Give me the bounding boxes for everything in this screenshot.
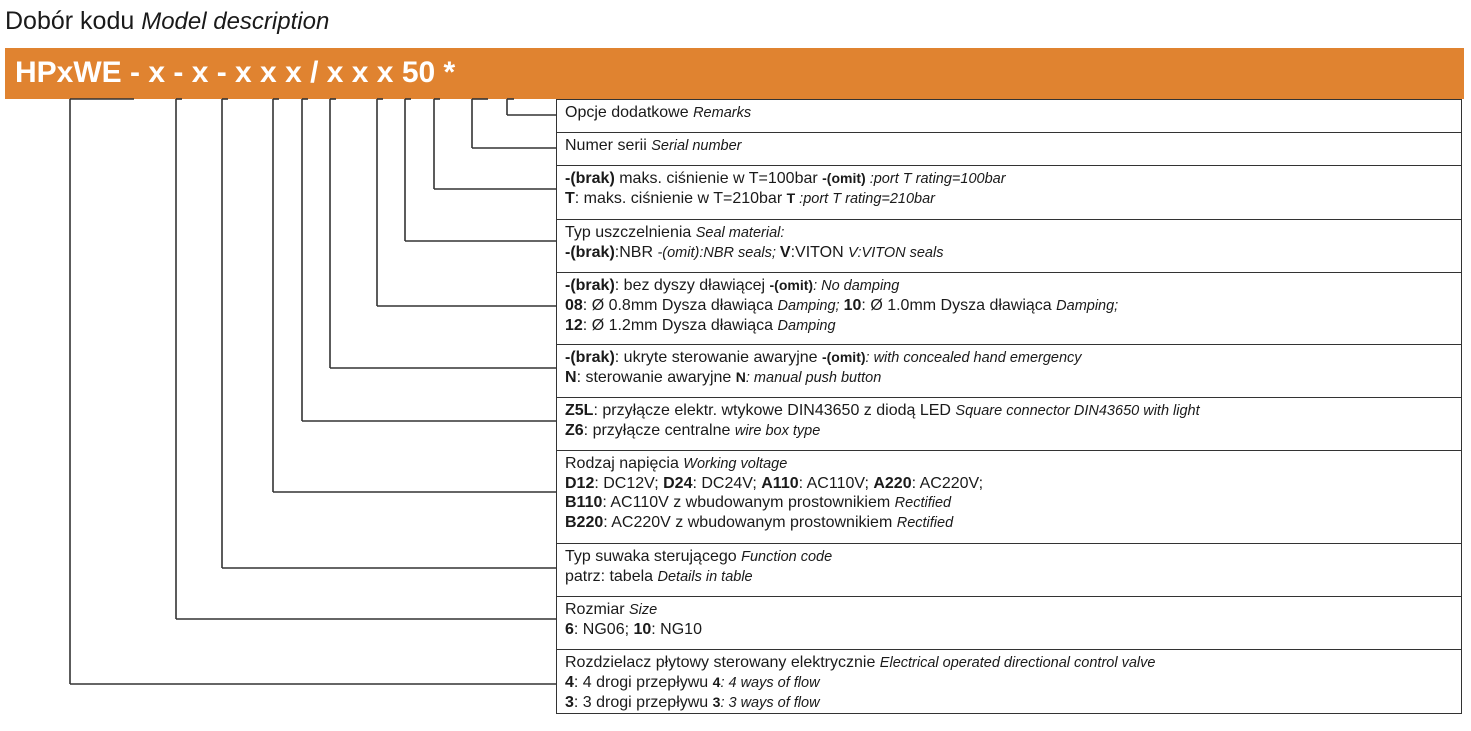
row-text: -(omit): [821, 349, 866, 365]
row-line: [565, 600, 1461, 620]
row-text: : 3 ways of flow: [720, 695, 820, 711]
row-text: 3: [712, 694, 721, 710]
row-text: Seal material:: [695, 225, 785, 241]
row-text: Typ uszczelnienia: [565, 224, 696, 241]
row-text: Typ suwaka sterującego: [565, 548, 742, 565]
row-line: [565, 169, 1461, 189]
row-text: T: [565, 190, 575, 207]
row-line: [565, 513, 1461, 533]
row-line: [565, 653, 1461, 673]
row-text: : DC24V;: [692, 475, 762, 492]
row-text: B110: [565, 494, 603, 511]
row-line: [565, 223, 1461, 243]
row-text: -(brak): [565, 170, 615, 187]
row-text: : 4 ways of flow: [720, 675, 820, 691]
row-text: maks. ciśnienie w T=100bar: [614, 170, 823, 187]
row-text: : Ø 0.8mm Dysza dławiąca: [582, 297, 778, 314]
row-text: Damping;: [777, 298, 844, 314]
row-text: Rectified: [896, 515, 954, 531]
row-text: : manual push button: [745, 370, 882, 386]
row-text: -(brak): [565, 277, 615, 294]
row-text: Details in table: [657, 569, 753, 585]
row-text: Function code: [741, 549, 833, 565]
row-line: [565, 348, 1461, 368]
row-text: 10: [633, 621, 652, 638]
row-text: Damping;: [1056, 298, 1119, 314]
row-text: T: [786, 190, 796, 206]
row-line: [565, 276, 1461, 296]
row-text: :port T rating=100bar: [865, 171, 1006, 187]
row-line: [565, 567, 1461, 587]
row-text: Square connector DIN43650 with light: [955, 403, 1200, 419]
row-line: [565, 368, 1461, 388]
row-text: Z6: [565, 422, 584, 439]
row-text: :NBR: [614, 244, 658, 261]
row-line: [565, 136, 1461, 156]
row-text: 12: [565, 317, 583, 334]
row-text: N: [735, 369, 746, 385]
row-text: : maks. ciśnienie w T=210bar: [574, 190, 787, 207]
row-text: : sterowanie awaryjne: [576, 369, 736, 386]
row-line: [565, 189, 1461, 209]
code-row: [556, 596, 1462, 650]
row-line: [565, 547, 1461, 567]
row-text: Rodzaj napięcia: [565, 455, 684, 472]
row-text: : NG10: [651, 621, 702, 638]
code-row: [556, 99, 1462, 133]
row-text: Remarks: [693, 105, 752, 121]
row-text: V:VITON seals: [848, 245, 944, 261]
row-text: : AC220V z wbudowanym prostownikiem: [603, 514, 897, 531]
code-row: [556, 344, 1462, 398]
row-text: V: [779, 244, 791, 261]
row-text: N: [565, 369, 577, 386]
row-text: D12: [565, 475, 595, 492]
row-text: Numer serii: [565, 137, 652, 154]
row-text: Size: [629, 602, 658, 618]
row-line: [565, 103, 1461, 123]
row-text: Serial number: [651, 138, 742, 154]
row-text: : przyłącze centralne: [583, 422, 735, 439]
row-text: : No damping: [813, 278, 900, 294]
row-text: : AC110V z wbudowanym prostownikiem: [602, 494, 895, 511]
row-text: : bez dyszy dławiącej: [614, 277, 770, 294]
row-text: -(brak): [565, 349, 615, 366]
row-line: [565, 474, 1461, 493]
row-text: : 4 drogi przepływu: [573, 674, 713, 691]
row-text: : AC110V;: [798, 475, 874, 492]
row-text: Rozdzielacz płytowy sterowany elektrycznie: [565, 654, 880, 671]
row-text: :VITON: [790, 244, 849, 261]
row-text: -(brak): [565, 244, 615, 261]
row-text: : Ø 1.0mm Dysza dławiąca: [861, 297, 1057, 314]
row-text: Rectified: [894, 495, 952, 511]
row-text: -(omit):NBR seals;: [657, 245, 780, 261]
code-row: [556, 219, 1462, 273]
row-text: -(omit): [822, 170, 866, 186]
row-text: 10: [843, 297, 862, 314]
row-text: : przyłącze elektr. wtykowe DIN43650 z diodą LED: [593, 402, 956, 419]
row-text: A220: [873, 475, 912, 492]
row-text: : with concealed hand emergency: [865, 350, 1082, 366]
code-row: [556, 543, 1462, 597]
code-row: [556, 450, 1462, 544]
row-text: : Ø 1.2mm Dysza dławiąca: [582, 317, 778, 334]
title-en: Model description: [141, 8, 330, 35]
row-line: [565, 316, 1461, 336]
row-line: [565, 620, 1461, 639]
row-text: patrz: tabela: [565, 568, 658, 585]
row-text: wire box type: [734, 423, 821, 439]
code-row: [556, 397, 1462, 451]
row-text: : 3 drogi przepływu: [573, 694, 713, 711]
row-text: Opcje dodatkowe: [565, 104, 694, 121]
code-row: [556, 165, 1462, 220]
row-line: [565, 673, 1461, 693]
row-text: 4: [712, 674, 721, 690]
row-text: Z5L: [565, 402, 594, 419]
row-text: : AC220V;: [911, 475, 984, 492]
row-text: 3: [565, 694, 574, 711]
row-line: [565, 454, 1461, 474]
row-text: Damping: [777, 318, 836, 334]
code-row: [556, 272, 1462, 345]
code-row: [556, 649, 1462, 714]
row-text: :port T rating=210bar: [795, 191, 936, 207]
row-text: Rozmiar: [565, 601, 630, 618]
row-text: : NG06;: [573, 621, 634, 638]
row-text: A110: [761, 475, 799, 492]
row-text: D24: [663, 475, 693, 492]
row-text: B220: [565, 514, 604, 531]
model-code: HPxWE - x - x - x x x / x x x 50 *: [15, 56, 456, 89]
row-line: [565, 296, 1461, 316]
row-line: [565, 243, 1461, 263]
code-row: [556, 132, 1462, 166]
row-text: : DC12V;: [594, 475, 664, 492]
row-line: [565, 401, 1461, 421]
row-text: Electrical operated directional control valve: [879, 655, 1156, 671]
row-line: [565, 493, 1461, 513]
row-text: : ukryte sterowanie awaryjne: [614, 349, 822, 366]
row-line: [565, 421, 1461, 441]
title-pl: Dobór kodu: [5, 7, 135, 35]
row-text: 08: [565, 297, 583, 314]
row-text: -(omit): [769, 277, 814, 293]
row-text: 4: [565, 674, 574, 691]
row-line: [565, 693, 1461, 713]
row-text: 6: [565, 621, 574, 638]
row-text: Working voltage: [683, 456, 788, 472]
